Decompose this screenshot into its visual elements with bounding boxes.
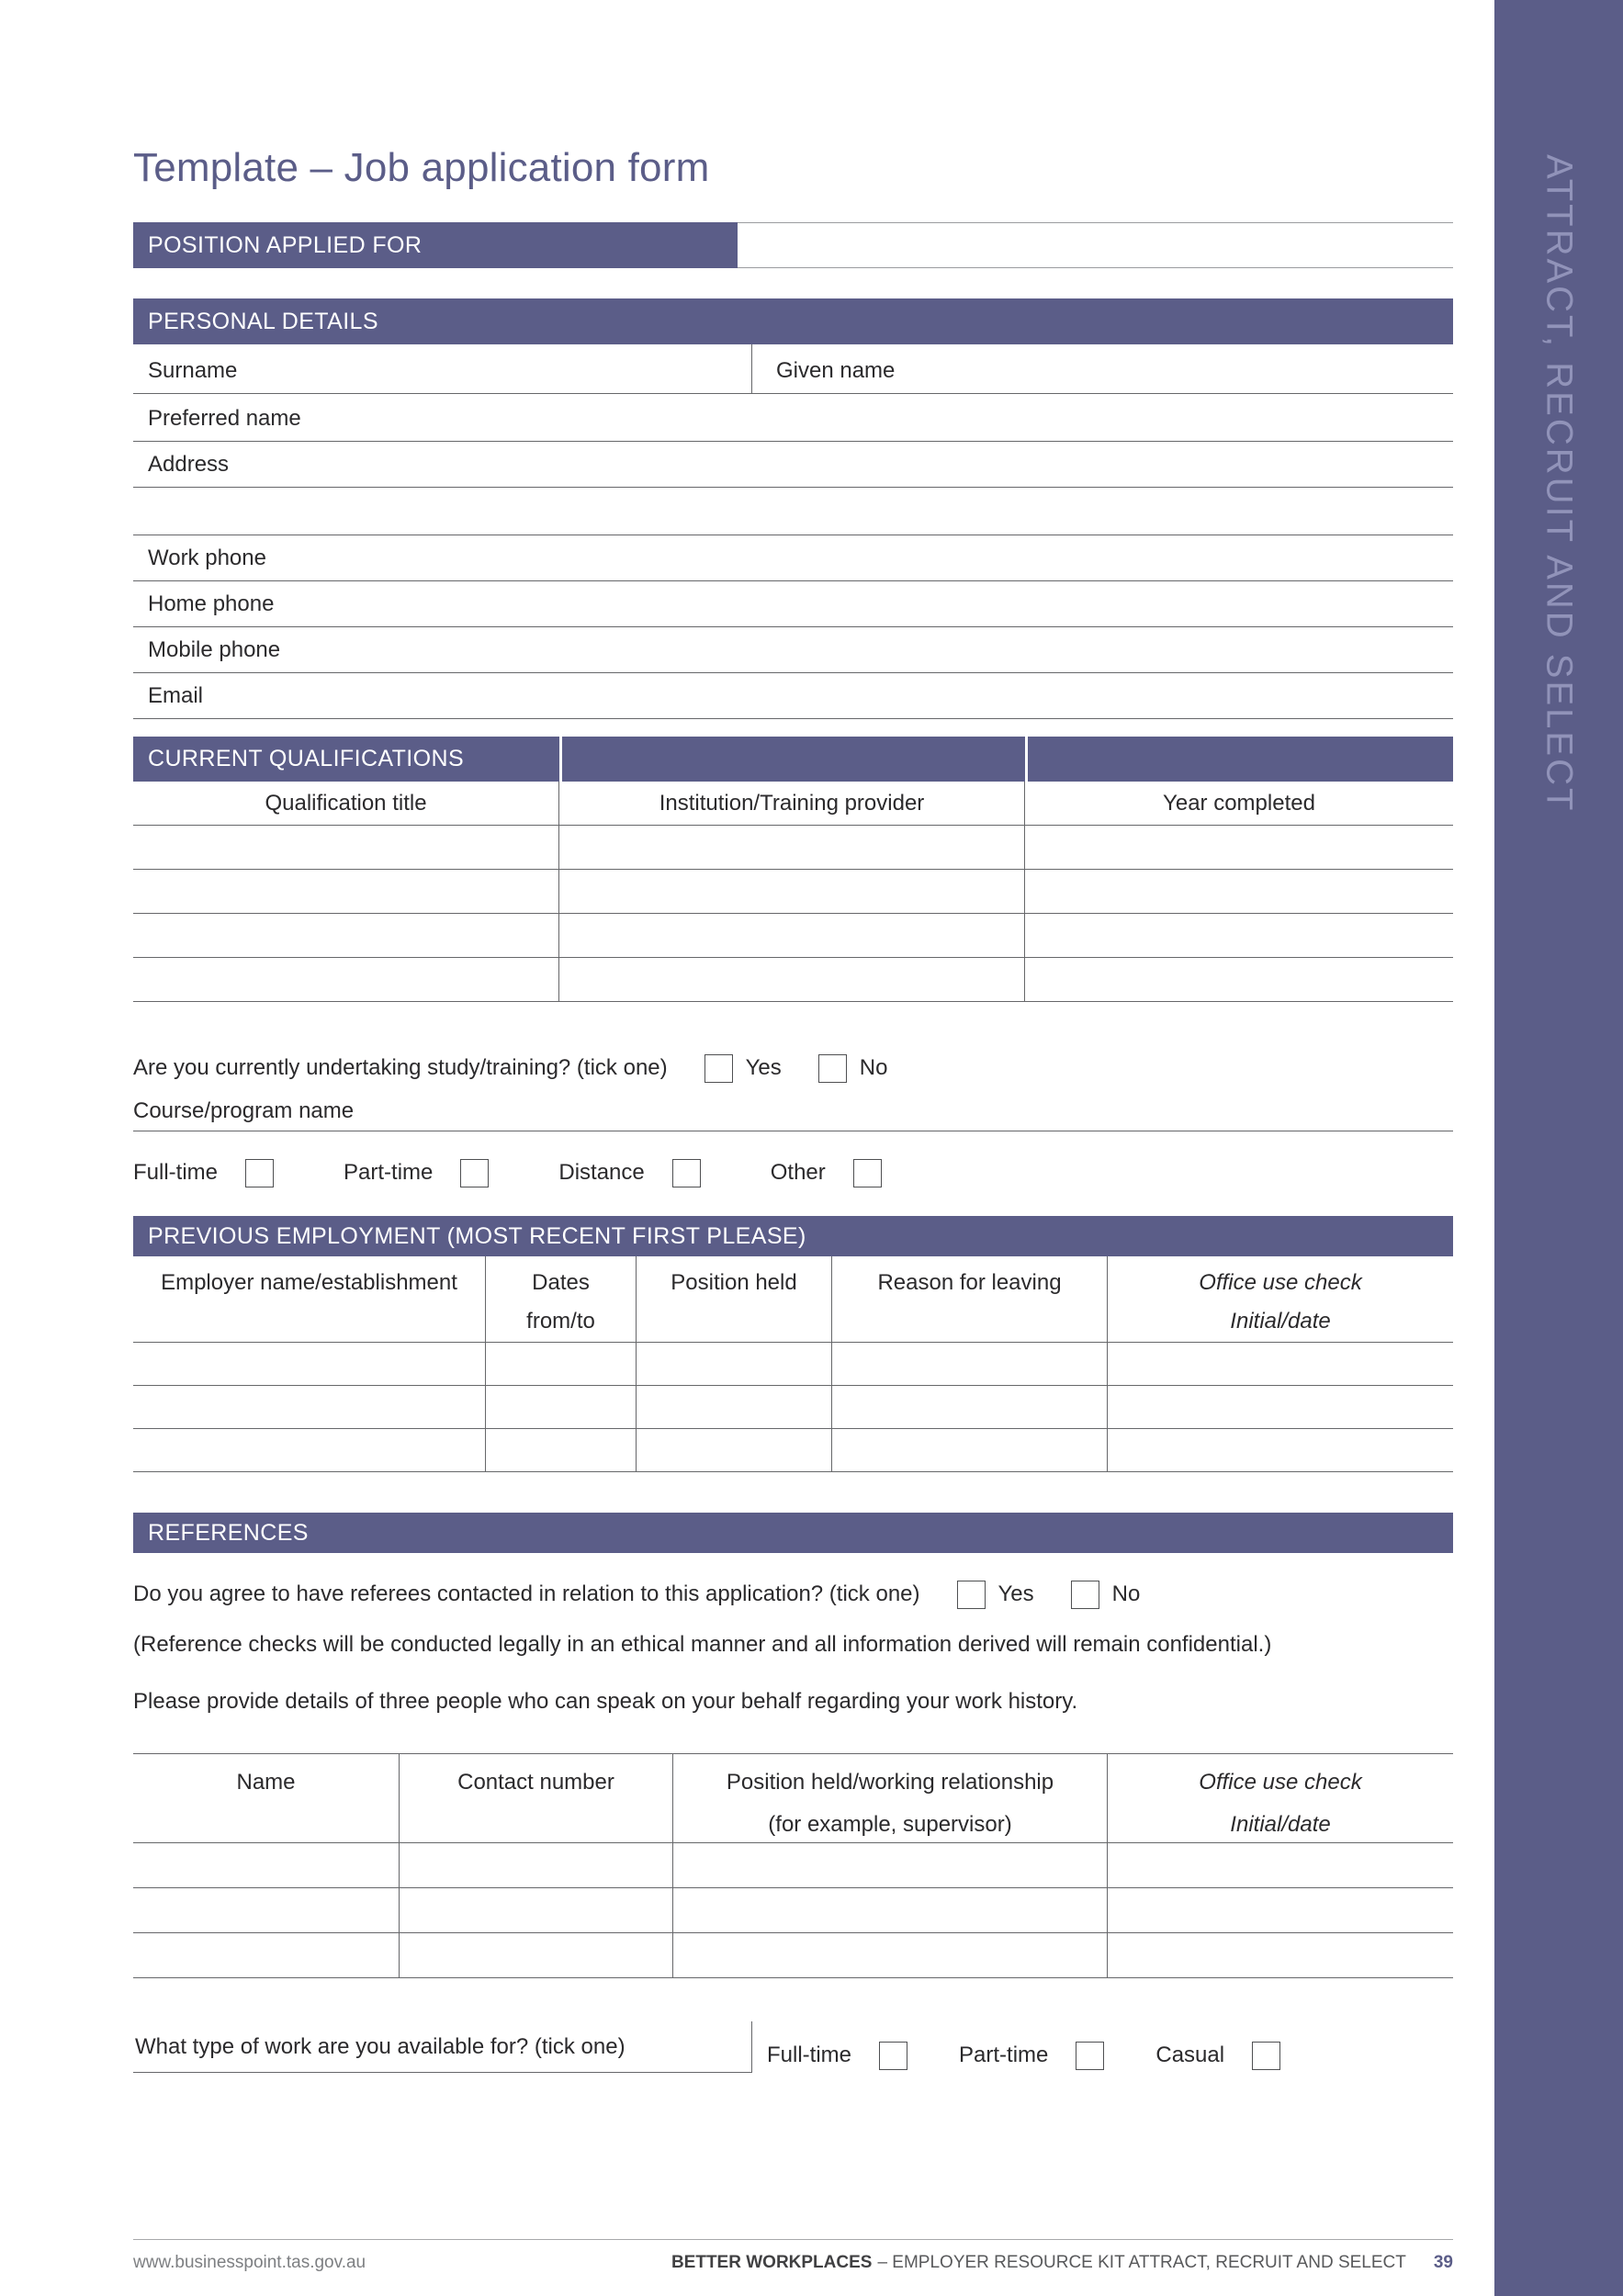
column-header-line: Position held: [671, 1270, 797, 1295]
page-footer: [133, 2239, 1453, 2273]
mode-option-distance: [558, 1159, 700, 1187]
column-header-line: Position held/working relationship: [726, 1770, 1054, 1795]
position-held-column-header: [637, 1256, 832, 1343]
footer-website-link[interactable]: www.businesspoint.tas.gov.au: [133, 2253, 366, 2272]
study-yes-checkbox[interactable]: [704, 1054, 733, 1083]
work-phone-label: Work phone: [148, 546, 266, 570]
position-applied-input[interactable]: [738, 222, 1453, 268]
qualification-title-column-header: Qualification title: [133, 782, 559, 826]
references-table-cell[interactable]: [673, 1933, 1108, 1978]
preferred-name-row: [133, 394, 1453, 442]
given-name-label: Given name: [776, 358, 896, 383]
references-table-cell[interactable]: [673, 1888, 1108, 1933]
course-name-row: [133, 1095, 1453, 1131]
email-row: [133, 673, 1453, 719]
qualifications-table: [133, 782, 1453, 1002]
course-name-label: Course/program name: [133, 1098, 355, 1123]
qualification-table-cell[interactable]: [559, 958, 1025, 1002]
employment-table-cell[interactable]: [637, 1386, 832, 1429]
column-header-line: Dates: [532, 1270, 590, 1295]
employment-table-cell[interactable]: [486, 1386, 637, 1429]
email-label: Email: [148, 683, 204, 708]
surname-input[interactable]: [237, 344, 751, 393]
availability-fulltime-label: Full-time: [767, 2043, 852, 2067]
references-table-cell[interactable]: [400, 1888, 673, 1933]
address-row: [133, 442, 1453, 488]
employment-table: [133, 1256, 1453, 1472]
surname-label: Surname: [148, 358, 238, 383]
study-no-checkbox[interactable]: [818, 1054, 847, 1083]
position-applied-row: [133, 222, 1453, 268]
availability-option-fulltime: [767, 2042, 907, 2070]
qualification-table-cell[interactable]: [133, 870, 559, 914]
employment-table-cell[interactable]: [486, 1429, 637, 1472]
column-header-line: Employer name/establishment: [161, 1270, 457, 1295]
email-input[interactable]: [203, 673, 1453, 718]
references-table-cell[interactable]: [400, 1933, 673, 1978]
address-input[interactable]: [229, 442, 1453, 487]
employment-table-cell[interactable]: [1108, 1343, 1453, 1386]
work-phone-row: [133, 535, 1453, 581]
qualification-table-cell[interactable]: [1025, 914, 1453, 958]
qualifications-header-bar: [133, 737, 1453, 782]
employment-table-cell[interactable]: [1108, 1386, 1453, 1429]
qualifications-header-segment: [559, 737, 1025, 782]
mode-option-fulltime: [133, 1159, 274, 1187]
study-question-label: Are you currently undertaking study/training? (tick one): [133, 1055, 668, 1080]
address-input-line2[interactable]: [133, 488, 1453, 535]
employment-table-cell[interactable]: [832, 1429, 1108, 1472]
study-mode-options-row: [133, 1152, 1453, 1194]
parttime-checkbox[interactable]: [460, 1159, 489, 1187]
side-band: [1494, 0, 1623, 2296]
surname-given-row: [133, 344, 1453, 394]
work-phone-input[interactable]: [266, 535, 1453, 580]
qualification-table-cell[interactable]: [1025, 870, 1453, 914]
column-header-line: Office use check: [1199, 1770, 1362, 1795]
address-label: Address: [148, 452, 230, 477]
home-phone-label: Home phone: [148, 591, 275, 616]
surname-cell: [133, 344, 752, 393]
reason-leaving-column-header: [832, 1256, 1108, 1343]
footer-page-number: 39: [1433, 2253, 1453, 2272]
other-label: Other: [770, 1160, 826, 1185]
column-header-line: Initial/date: [1230, 1812, 1331, 1837]
mode-option-other: [771, 1159, 882, 1187]
column-header-line: from/to: [526, 1309, 595, 1334]
column-header-line: (for example, supervisor): [768, 1812, 1012, 1837]
study-yes-label: Yes: [745, 1055, 782, 1080]
reference-note-line1: (Reference checks will be conducted legally in an ethical manner and all information derived will remain confidential.): [133, 1632, 1272, 1657]
previous-employment-header: PREVIOUS EMPLOYMENT (MOST RECENT FIRST PLEASE): [133, 1216, 1453, 1256]
consent-no-label: No: [1111, 1581, 1141, 1606]
availability-casual-checkbox[interactable]: [1252, 2042, 1280, 2070]
fulltime-label: Full-time: [133, 1160, 219, 1185]
qualification-table-cell[interactable]: [1025, 958, 1453, 1002]
consent-yes-label: Yes: [997, 1581, 1034, 1606]
references-table-cell[interactable]: [1108, 1933, 1453, 1978]
availability-parttime-checkbox[interactable]: [1076, 2042, 1104, 2070]
mode-option-parttime: [344, 1159, 489, 1187]
home-phone-row: [133, 581, 1453, 627]
referee-consent-question: Do you agree to have referees contacted in relation to this application? (tick one): [133, 1581, 920, 1606]
employment-table-cell[interactable]: [133, 1386, 486, 1429]
availability-row: [133, 2021, 1453, 2073]
references-table-cell[interactable]: [1108, 1888, 1453, 1933]
preferred-name-input[interactable]: [301, 394, 1453, 441]
availability-question-cell: [133, 2021, 752, 2073]
column-header-line: Initial/date: [1230, 1309, 1331, 1334]
employment-table-cell[interactable]: [832, 1386, 1108, 1429]
mobile-phone-row: [133, 627, 1453, 673]
consent-no-checkbox[interactable]: [1071, 1581, 1099, 1609]
given-name-input[interactable]: [895, 344, 1453, 393]
given-name-cell: [752, 344, 1453, 393]
study-no-label: No: [859, 1055, 888, 1080]
page-title: Template – Job application form: [133, 145, 710, 190]
contact-number-column-header: [400, 1754, 673, 1843]
fulltime-checkbox[interactable]: [245, 1159, 274, 1187]
reference-note-line2: Please provide details of three people who can speak on your behalf regarding your work history.: [133, 1689, 1078, 1714]
consent-yes-checkbox[interactable]: [957, 1581, 986, 1609]
dates-column-header: [486, 1256, 637, 1343]
qualification-table-cell[interactable]: [133, 914, 559, 958]
office-use-column-header: [1108, 1256, 1453, 1343]
referee-consent-row: [133, 1572, 1453, 1616]
employment-table-cell[interactable]: [832, 1343, 1108, 1386]
qualification-table-cell[interactable]: [1025, 826, 1453, 870]
employment-table-cell[interactable]: [133, 1429, 486, 1472]
column-header-line: Reason for leaving: [877, 1270, 1062, 1295]
references-table-cell[interactable]: [400, 1843, 673, 1888]
availability-parttime-label: Part-time: [959, 2043, 1049, 2067]
employer-name-column-header: [133, 1256, 486, 1343]
qualification-table-cell[interactable]: [559, 826, 1025, 870]
qualification-table-cell[interactable]: [133, 958, 559, 1002]
qualifications-header: CURRENT QUALIFICATIONS: [133, 737, 559, 782]
preferred-name-label: Preferred name: [148, 406, 301, 431]
mobile-phone-label: Mobile phone: [148, 637, 281, 662]
availability-question-label: What type of work are you available for? (tick one): [135, 2033, 626, 2059]
institution-column-header: Institution/Training provider: [559, 782, 1025, 826]
parttime-label: Part-time: [344, 1160, 434, 1185]
qualifications-header-segment: [1025, 737, 1453, 782]
year-completed-column-header: Year completed: [1025, 782, 1453, 826]
footer-publication: [671, 2253, 1453, 2273]
position-section-header: POSITION APPLIED FOR: [133, 222, 738, 268]
address-row-2: [133, 488, 1453, 535]
relationship-column-header: [673, 1754, 1108, 1843]
references-table: [133, 1753, 1453, 1978]
availability-casual-label: Casual: [1155, 2043, 1225, 2067]
references-table-cell[interactable]: [133, 1888, 400, 1933]
column-header-line: Office use check: [1199, 1270, 1362, 1295]
referee-name-column-header: [133, 1754, 400, 1843]
availability-option-parttime: [959, 2042, 1104, 2070]
footer-publication-subtitle: – EMPLOYER RESOURCE KIT ATTRACT, RECRUIT AND SELECT: [877, 2253, 1406, 2272]
side-band-vertical-label: ATTRACT, RECRUIT AND SELECT: [1538, 154, 1580, 814]
mobile-phone-input[interactable]: [280, 627, 1453, 672]
distance-label: Distance: [558, 1160, 645, 1185]
qualification-table-cell[interactable]: [133, 826, 559, 870]
employment-table-cell[interactable]: [637, 1343, 832, 1386]
employment-table-cell[interactable]: [637, 1429, 832, 1472]
references-table-cell[interactable]: [133, 1843, 400, 1888]
other-checkbox[interactable]: [853, 1159, 882, 1187]
qualification-table-cell[interactable]: [559, 870, 1025, 914]
footer-publication-title: BETTER WORKPLACES: [671, 2253, 873, 2272]
availability-fulltime-checkbox[interactable]: [879, 2042, 907, 2070]
qualification-table-cell[interactable]: [559, 914, 1025, 958]
study-question-row: [133, 1046, 1453, 1090]
course-name-input[interactable]: [354, 1095, 1453, 1131]
home-phone-input[interactable]: [274, 581, 1453, 626]
employment-table-cell[interactable]: [1108, 1429, 1453, 1472]
references-header: REFERENCES: [133, 1513, 1453, 1553]
references-table-cell[interactable]: [673, 1843, 1108, 1888]
availability-options: [752, 2021, 1453, 2073]
personal-details-header: PERSONAL DETAILS: [133, 298, 1453, 344]
employment-table-cell[interactable]: [133, 1343, 486, 1386]
employment-table-cell[interactable]: [486, 1343, 637, 1386]
form-content: [133, 0, 1453, 2273]
availability-option-casual: [1155, 2042, 1280, 2070]
distance-checkbox[interactable]: [672, 1159, 701, 1187]
office-use-column-header: [1108, 1754, 1453, 1843]
references-table-cell[interactable]: [1108, 1843, 1453, 1888]
references-table-cell[interactable]: [133, 1933, 400, 1978]
column-header-line: Name: [236, 1770, 296, 1795]
column-header-line: Contact number: [457, 1770, 614, 1795]
